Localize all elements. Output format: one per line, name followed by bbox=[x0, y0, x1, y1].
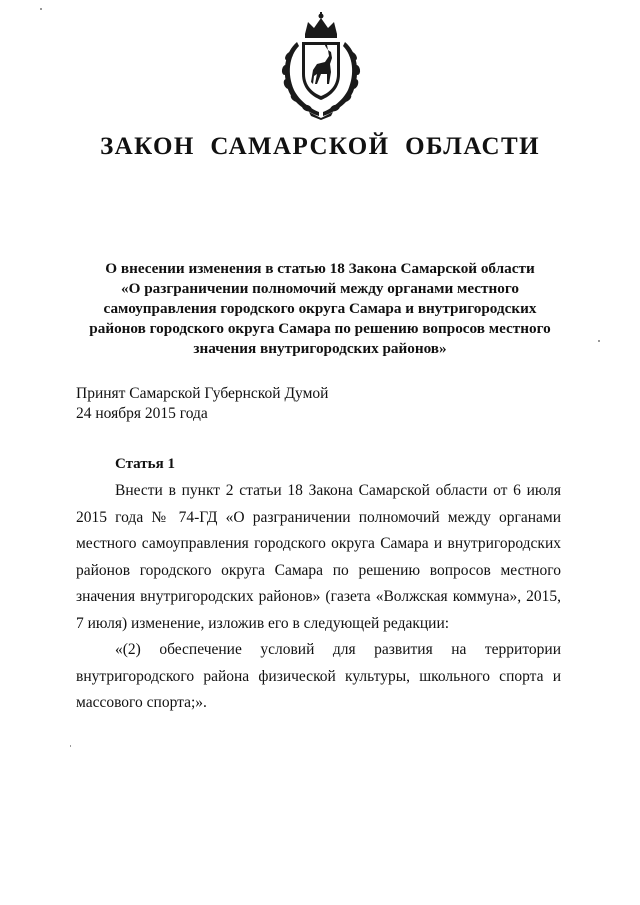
samara-coat-of-arms-icon bbox=[275, 12, 367, 120]
adoption-date: 24 ноября 2015 года bbox=[76, 405, 208, 422]
adoption-info bbox=[76, 384, 476, 424]
article-paragraph: «(2) обеспечение условий для развития на территории внутригородского района физической культуры, школьного спорта и массового спорта;». bbox=[76, 641, 561, 711]
subtitle-line: «О разграничении полномочий между органами местного bbox=[121, 280, 519, 297]
article-heading: Статья 1 bbox=[115, 456, 175, 472]
scan-speck bbox=[70, 745, 71, 747]
subtitle-line: О внесении изменения в статью 18 Закона Самарской области bbox=[105, 260, 535, 277]
adoption-body: Принят Самарской Губернской Думой bbox=[76, 385, 329, 402]
article-body bbox=[76, 478, 561, 717]
law-subtitle bbox=[70, 259, 570, 359]
subtitle-line: районов городского округа Самара по решению вопросов местного bbox=[89, 320, 551, 337]
scan-speck bbox=[40, 8, 42, 10]
scan-speck bbox=[598, 340, 600, 342]
article-paragraph: Внести в пункт 2 статьи 18 Закона Самарской области от 6 июля 2015 года № 74-ГД «О разграничении полномочий между органами местного самоуправления городского округа Самара и внутригородских районов городского округа Самара по решению вопросов местного значения внутригородских районов» (газета «Волжская коммуна», 2015, 7 июля) изменение, изложив его в следующей редакции: bbox=[76, 482, 561, 632]
law-title: ЗАКОН САМАРСКОЙ ОБЛАСТИ bbox=[100, 133, 540, 160]
subtitle-line: значения внутригородских районов» bbox=[193, 340, 447, 357]
subtitle-line: самоуправления городского округа Самара и внутригородских bbox=[103, 300, 537, 317]
